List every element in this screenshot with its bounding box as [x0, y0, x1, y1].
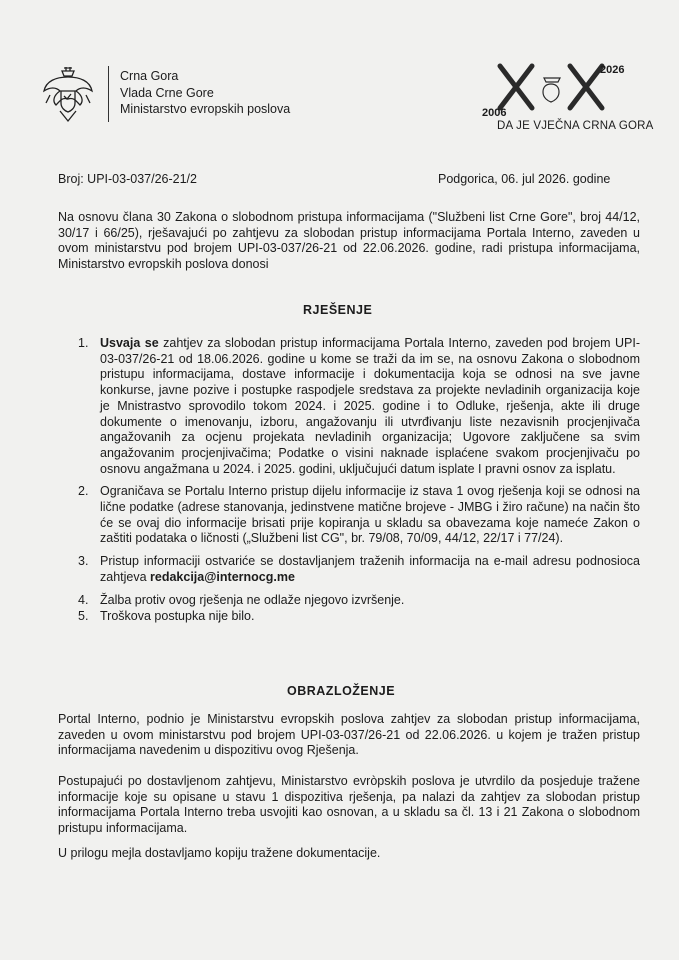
org-line-ministry: Ministarstvo evropskih poslova [120, 102, 291, 116]
org-line-country: Crna Gora [120, 69, 179, 83]
item-text: Pristup informaciji ostvariće se dostavljanjem traženih informacija na e-mail adresu podnosioca zahtjeva [100, 554, 640, 584]
logo-year-2026: 2026 [600, 64, 625, 76]
organization-name [120, 68, 290, 118]
decision-item [78, 554, 640, 585]
item-text: Troškova postupka nije bilo. [100, 609, 255, 624]
item-number: 2. [78, 484, 89, 499]
logo-year-2006: 2006 [482, 107, 507, 119]
reference-number: Broj: UPI-03-037/26-21/2 [58, 172, 197, 186]
item-text: Žalba protiv ovog rješenja ne odlaže njegovo izvršenje. [100, 592, 405, 607]
decision-item [78, 593, 640, 609]
header-divider [108, 66, 109, 122]
org-line-government: Vlada Crne Gore [120, 85, 214, 100]
decision-items-list [78, 336, 640, 626]
item-text: zahtjev za slobodan pristup informacijama Portala Interno, zaveden pod brojem UPI-03-037/26-21 od 18.06.2026. godine u kome se traži da im se, na osnovu Zakona o slobodnom pristupu informacijama, dostave informacije i dokumentacija koja se odnosi na sve javne konkurse, javne pozive i postupke raspodjele sredstava za projekte nevladinih organizacija koje je Mnistrastvo sprovodilo tokom 2024. i 2025. godine i to Odluke, rješenja, akte ili druge dokumente o imenovanju, izboru, angažovanju ili utvrđivanju liste nezavisnih procjenjivača angažovanih za ocjenu projekata nevladinih organizacija; Ugovore zaključene sa svim angažovanim procjenjivačima; Podatke o visini naknade isplaćene svakom procjenjivaču po osnovu angažmana u 2024. i 2025. godini, uključujući datum isplate I pravni osnov za isplatu. [100, 336, 641, 476]
decision-item [78, 484, 640, 547]
decision-item [78, 609, 640, 625]
item-text: Ograničava se Portalu Interno pristup dijelu informacije iz stava 1 ovog rješenja koji se odnosi na lične podatke (adrese stanovanja, jedinstvene matične brojeve - JMBG i žiro račune) na način što će se ovaj dio informacije brisati prije kopiranja u skladu sa obavezama koje nameće Zakon o zaštiti podataka o ličnosti („Službeni list CG", br. 79/08, 70/09, 44/12, 22/17 i 77/24). [100, 484, 640, 546]
item-number: 1. [78, 336, 89, 350]
attachment-note: U prilogu mejla dostavljamo kopiju tražene dokumentacije. [58, 846, 381, 860]
decision-heading: RJEŠENJE [303, 303, 373, 317]
item-number: 4. [78, 592, 89, 607]
intro-paragraph: Na osnovu člana 30 Zakona o slobodnom pristupa informacijama ("Službeni list Crne Gore", broj 44/12, 30/17 i 66/25), rješavajući po zahtjevu za slobodan pristup informacijama Portala Interno, zaveden u ovom ministarstvu pod brojem UPI-03-037/26-21 od 22.06.2026. godine, radi pristupa informacijama, Ministarstvo evropskih poslova donosi [58, 210, 640, 272]
logo-motto: DA JE VJEČNA CRNA GORA [497, 120, 654, 132]
reasoning-paragraph: Portal Interno, podnio je Ministarstvu evropskih poslova zahtjev za slobodan pristup informacijama, zaveden u ovom ministarstvu pod brojem UPI-03-037/26-21 od 22.06.2026. u kojem je tražen pristup informacijama navedenim u dispozitivu ovog Rješenja. [58, 712, 640, 758]
item-number: 5. [78, 609, 89, 624]
decision-item [78, 336, 640, 477]
item-lead: Usvaja se [100, 336, 159, 350]
coat-of-arms-icon [42, 65, 94, 123]
place-date: Podgorica, 06. jul 2026. godine [438, 172, 611, 186]
reasoning-heading: OBRAZLOŽENJE [287, 684, 396, 698]
item-number: 3. [78, 554, 89, 569]
reasoning-paragraph: Postupajući po dostavljenom zahtjevu, Ministarstvo evròpskih poslova je utvrdilo da posjeduje tražene informacije koje su opisane u stavu 1 dispozitiva rješenja, pa nalazi da zahtjev za slobodan pristup informacijama Portala Interno treba usvojiti kao osnovan, a u skladu sa čl. 13 i 21 Zakona o slobodnom pristupu informacijama. [58, 774, 640, 836]
email-address: redakcija@internocg.me [150, 569, 295, 584]
